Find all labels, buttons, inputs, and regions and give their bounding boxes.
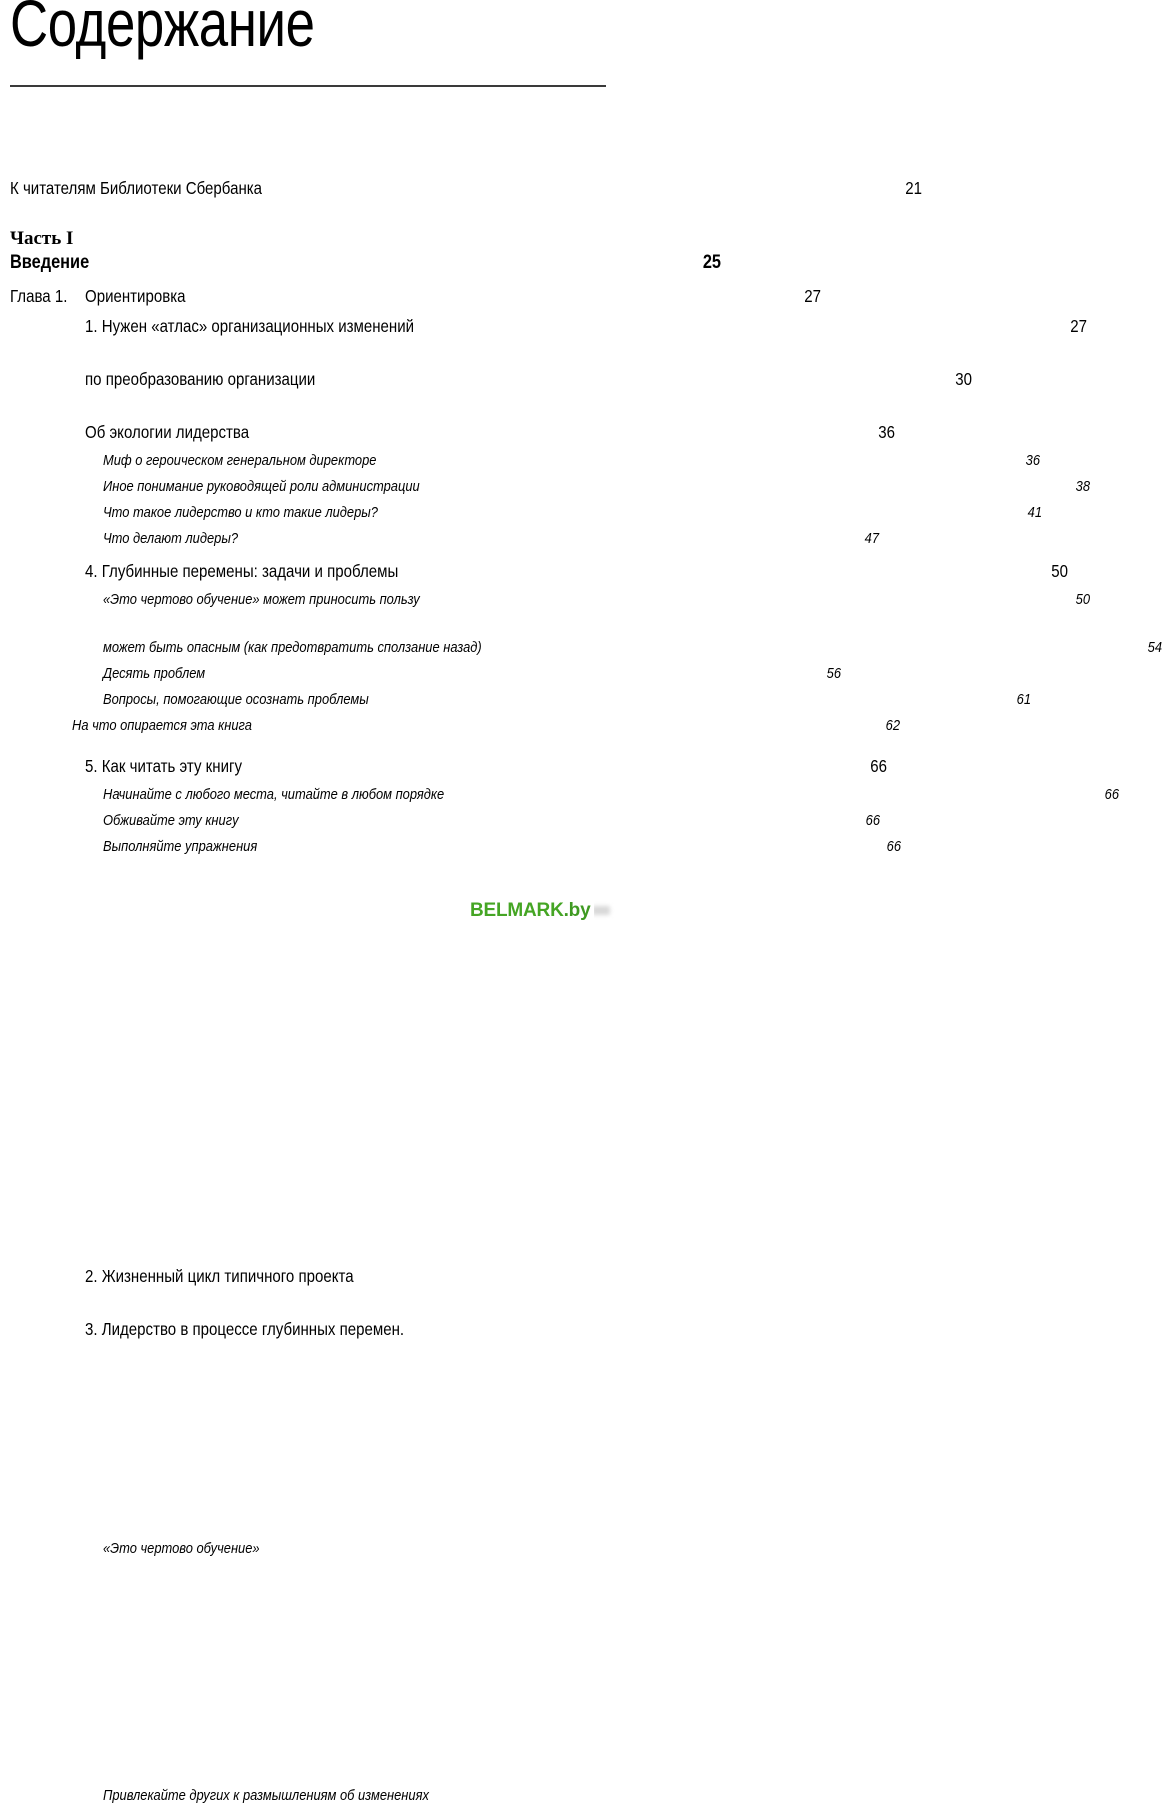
toc-entry-book-basis[interactable] [10, 717, 901, 747]
toc-entry-label: Привлекайте других к размышлениям об изменениях [103, 1787, 429, 1804]
toc-entry-sub-damn-learning-useful[interactable] [10, 591, 1091, 617]
toc-entry-label: Обживайте эту книгу [103, 812, 239, 829]
toc-entry-page: 38 [1075, 478, 1091, 495]
toc-entry-section-3-line2[interactable] [10, 422, 895, 452]
toc-entry-label: «Это чертово обучение» может приносить пользу [103, 591, 420, 608]
toc-entry-sub-start-anywhere[interactable] [10, 786, 1119, 812]
toc-entry-label: 2. Жизненный цикл типичного проекта [85, 1266, 354, 1286]
toc-entry-sub-damn-learning-dangerous-line2[interactable] [10, 639, 1162, 665]
toc-entry-page: 21 [905, 178, 923, 198]
watermark-smudge [592, 906, 610, 915]
toc-entry-sub-what-is-leadership[interactable] [10, 504, 1042, 530]
toc-entry-page: 41 [1027, 504, 1042, 521]
watermark-tld: .by [563, 900, 591, 921]
toc-entry-section-5[interactable] [10, 756, 887, 786]
toc-entry-page: 36 [1025, 452, 1040, 469]
toc-entry-label: Ориентировка [85, 286, 186, 306]
page-title: Содержание [10, 0, 315, 60]
toc-entry-sub-what-leaders-do[interactable] [10, 530, 879, 556]
toc-entry-label: может быть опасным (как предотвратить сползание назад) [103, 639, 482, 656]
watermark-brand: BELMARK [470, 900, 564, 921]
toc-entry-label: 3. Лидерство в процессе глубинных перемен. [85, 1319, 405, 1339]
watermark-belmark [466, 898, 594, 924]
toc-entry-label: Что делают лидеры? [103, 530, 239, 547]
toc-entry-label: 5. Как читать эту книгу [85, 756, 243, 776]
toc-entry-label: 4. Глубинные перемены: задачи и проблемы [85, 561, 399, 581]
toc-entry-label: «Это чертово обучение» [103, 1540, 260, 1557]
toc-chapter-number: Глава 1. [10, 286, 68, 306]
toc-entry-page: 27 [1069, 316, 1087, 336]
toc-entry-page: 30 [955, 369, 972, 389]
toc-entry-page: 61 [1016, 691, 1031, 708]
toc-entry-page: 50 [1051, 561, 1069, 581]
toc-entry-label: На что опирается эта книга [72, 717, 252, 734]
toc-entry-label: по преобразованию организации [85, 369, 316, 389]
title-divider [10, 85, 606, 87]
toc-entry-page: 56 [826, 665, 841, 682]
toc-entry-label: Миф о героическом генеральном директоре [103, 452, 377, 469]
toc-entry-section-4[interactable] [10, 561, 1069, 591]
toc-entry-page: 47 [864, 530, 879, 547]
toc-entry-sub-admin-role[interactable] [10, 478, 1091, 504]
toc-entry-label: Вопросы, помогающие осознать проблемы [103, 691, 369, 708]
toc-entry-chapter-one[interactable] [10, 286, 821, 316]
toc-entry-page: 66 [1104, 786, 1119, 803]
toc-entry-page: 66 [865, 812, 880, 829]
toc-entry-sub-make-it-yours[interactable] [10, 812, 880, 838]
toc-part-label: Часть I [10, 228, 74, 249]
toc-entry-label: Десять проблем [103, 665, 206, 682]
toc-entry-section-1[interactable] [10, 316, 1087, 346]
toc-entry-page: 50 [1075, 591, 1091, 608]
toc-entry-label: Начинайте с любого места, читайте в любом порядке [103, 786, 445, 803]
toc-entry-sub-myth-ceo[interactable] [10, 452, 1040, 478]
toc-entry-page [571, 864, 1101, 1800]
toc-entry-page: 27 [804, 286, 821, 306]
toc-entry-label: 1. Нужен «атлас» организационных изменений [85, 316, 415, 336]
toc-entry-page: 54 [1147, 639, 1162, 656]
toc-entry-page: 66 [887, 838, 902, 855]
toc-entry-section-2-line2[interactable] [10, 369, 972, 399]
toc-entry-sub-questions[interactable] [10, 691, 1031, 717]
toc-entry-page: 36 [878, 422, 895, 442]
toc-entry-label: Что такое лидерство и кто такие лидеры? [103, 504, 378, 521]
toc-entry-page: 66 [869, 756, 887, 776]
toc-entry-label: Введение [10, 252, 90, 273]
toc-entry-sub-do-exercises[interactable] [10, 838, 902, 864]
toc-entry-label: Выполняйте упражнения [103, 838, 258, 855]
toc-entry-part-title[interactable] [10, 252, 722, 281]
toc-entry-page: 62 [885, 717, 901, 734]
toc-entry-label: Об экологии лидерства [85, 422, 250, 442]
toc-entry-label: К читателям Библиотеки Сбербанка [10, 178, 263, 198]
toc-entry-page: 25 [702, 252, 722, 273]
toc-entry-sub-ten-problems[interactable] [10, 665, 841, 691]
toc-entry-front-matter[interactable] [10, 178, 923, 208]
toc-entry-label: Иное понимание руководящей роли администрации [103, 478, 420, 495]
